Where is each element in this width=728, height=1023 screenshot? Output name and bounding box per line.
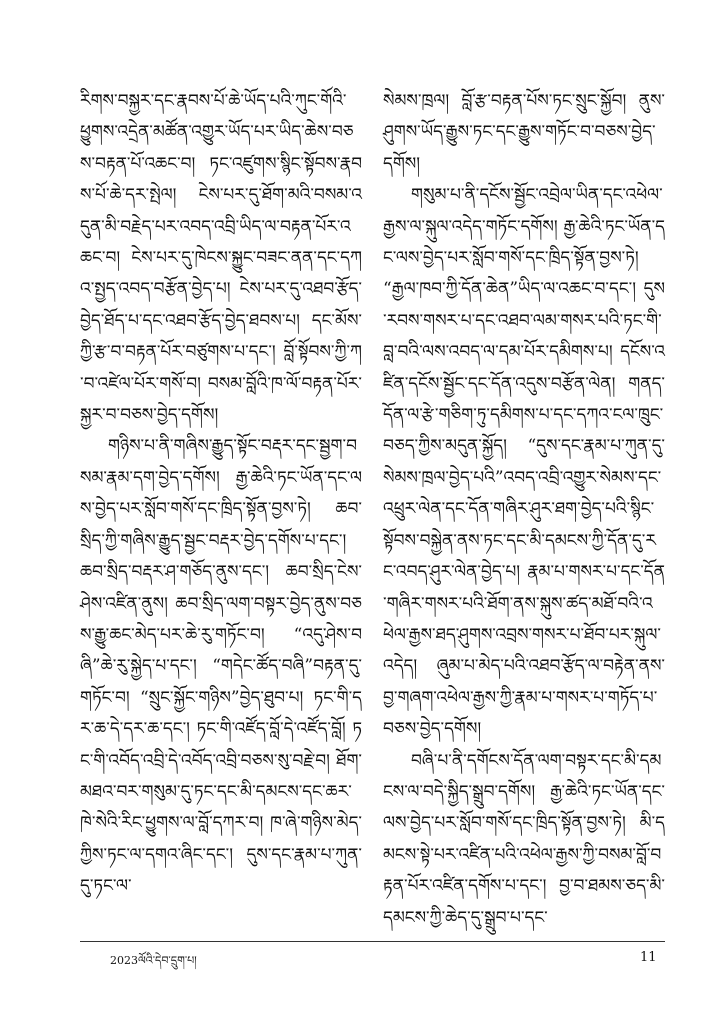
left-column: [80, 86, 362, 903]
footer-divider: [80, 941, 665, 942]
page-number: 11: [640, 950, 657, 965]
right-column: [383, 86, 665, 934]
issue-label: 2023ལོའི་དེབ་དྲུག་པ།: [110, 954, 197, 967]
paragraph: གསུམ་པ་ནི་དངོས་སྦྱོང་འབྲེལ་ཡིན་དང་འཕེལ་རྒྱས་ལ་སྐུལ་འདེད་གཏོང་དགོས། རྒྱ་ཆེའི་ཏང་ཡོན་དང་ལས་བྱེད་པར་སློབ་གསོ་དང་ཁྲིད་སྟོན་བྱས་ཏེ། “རྒྱལ་ཁབ་ཀྱི་དོན་ཆེན”ཡིད་ལ་འཆང་བ་དང་། དུས་རབས་གསར་པ་དང་འཐབ་ལམ་གསར་པའི་ཏང་གི་བླ་བའི་ལས་འབད་ལ་དམ་པོར་དམིགས་པ། དངོས་འཛིན་དངོས་སྦྱོང་དང་དོན་འདུས་བརྩོན་ལེན། གནད་དོན་ལ་རྩེ་གཅིག་ཏུ་དམིགས་པ་དང་དཀའ་ངལ་ཁྲུང་བཅད་ཀྱིས་མདུན་སྐྱོད། “དུས་དང་རྣམ་པ་ཀུན་དུ་སེམས་ཁྲལ་བྱེད་པའི”འབད་འབྲི་འགྱུར་སེམས་དང་འཕྲུར་ལེན་དང་དོན་གཞིར་ཤུར་ཐག་བྱེད་པའི་སྙིང་སྟོབས་བསྐྱེན་ནས་ཏང་དང་མི་དམངས་ཀྱི་དོན་དུ་རང་འབད་ཤུར་ལེན་བྱེད་པ། རྣམ་པ་གསར་པ་དང་དོན་གཞིར་གསར་པའི་ཐོག་ནས་སྐུས་ཚད་མཐོ་བའི་འཕེལ་རྒྱས་ཐད་ཤུགས་འབྲས་གསར་པ་ཐོབ་པར་སྐུལ་འདེད། ཞུམ་པ་མེད་པའི་འཐབ་རྩོད་ལ་བརྟེན་ནས་བྱ་གཞག་འཕེལ་རྒྱས་ཀྱི་རྣམ་པ་གསར་པ་གཏོད་པ་བཅས་བྱེད་དགོས།: [383, 185, 665, 740]
paragraph: སེམས་ཁྲལ། བློ་རྩ་བརྟན་པོས་ཏང་སྲུང་སྐྱོབ། ནུས་ཤུགས་ཡོད་རྒྱུས་ཏང་དང་རྒྱུས་གཏོང་བ་བཅས་བྱེད་དགོས།: [383, 91, 665, 174]
paragraph: བཞི་པ་ནི་དགོངས་དོན་ལག་བསྟར་དང་མི་དམངས་ལ་བདེ་སྐྱིད་སྒྲུབ་དགོས། རྒྱ་ཆེའི་ཏང་ཡོན་དང་ལས་བྱེད་པར་སློབ་གསོ་དང་ཁྲིད་སྟོན་བྱས་ཏེ། མི་དམངས་སྟེ་པར་འཛིན་པའི་འཕེལ་རྒྱས་ཀྱི་བསམ་བློ་བརྟན་པོར་འཛིན་དགོས་པ་དང་། བྱ་བ་ཐམས་ཅད་མི་དམངས་ཀྱི་ཆེད་དུ་སྒྲུབ་པ་དང་: [383, 750, 665, 928]
paragraph: གཉིས་པ་ནི་གཞིས་རྒྱུད་སྟོང་བརྡར་དང་སྦྱག་བསམ་རྣམ་དག་བྱེད་དགོས། རྒྱ་ཆེའི་ཏང་ཡོན་དང་ལས་བྱེད་པར་སློབ་གསོ་དང་ཁྲིད་སྟོན་བྱས་ཏེ། ཆབ་སྲིད་ཀྱི་གཞིས་རྒྱུད་སྦྱང་བརྡར་བྱེད་དགོས་པ་དང་། ཆབ་སྲིད་བརྡར་ཤ་གཅོད་ནུས་དང་། ཆབ་སྲིད་ངེས་ཤེས་འཛིན་ནུས། ཆབ་སྲིད་ལག་བསྟར་བྱེད་ནུས་བཅས་རྒྱུ་ཆང་མེད་པར་ཆེ་རུ་གཏོང་བ། “འདུ་ཤེས་བཞི”ཆེ་རུ་སྐྱེད་པ་དང་། “གདེང་ཚོད་བཞི”བརྟན་དུ་གཏོང་བ། “སྲུང་སྐྱོང་གཉིས”བྱེད་ཐུབ་པ། ཏང་གི་དར་ཆ་དེ་དར་ཆ་དང་། ཏང་གི་འཛོད་བློ་དེ་འཛོད་བློ། ཏང་གི་འབོད་འབྲི་དེ་འབོད་འབྲི་བཅས་སུ་བརྗེ་བ། ཐོག་མཐའ་བར་གསུམ་དུ་ཏང་དང་མི་དམངས་དང་ཆར་ཁེ་སེའི་རིང་ཕྱུགས་ལ་བློ་དཀར་བ། ཁ་ཞེ་གཉིས་མེད་ཀྱིས་ཏང་ལ་དགའ་ཞིང་དང་། དུས་དང་རྣམ་པ་ཀུན་དུ་ཏང་ལ་: [80, 436, 362, 897]
paragraph: རིགས་བསྐྱར་དང་རྣབས་པོ་ཆེ་ཡོད་པའི་ཀུང་གོའི་ཕྱུགས་འདྲེན་མཚོན་འགྱུར་ཡོད་པར་ཡིད་ཆེས་བཅས་བརྟན་པོ་འཆང་བ། ཏང་འཛུགས་སྙིང་སྟོབས་རྣབས་པོ་ཆེ་དར་སྤེལ། ངེས་པར་དུ་ཐོག་མའི་བསམ་འདུན་མི་བརྗེད་པར་འབད་འབྲི་ཡིད་ལ་བརྟན་པོར་འཆང་བ། ངེས་པར་དུ་ཁེངས་སྐྱུང་བཟང་ནན་དང་དཀའ་སྤྱད་འབད་བརྩོན་བྱེད་པ། ངེས་པར་དུ་འཐབ་རྩོད་བྱེད་ཐོད་པ་དང་འཐབ་རྩོད་བྱེད་ཐབས་པ། དང་མོས་ཀྱི་རྩ་བ་བརྟན་པོར་བཙུགས་པ་དང་། བློ་སྟོབས་ཀྱི་ཀ་བ་འཛེལ་པོར་གསོ་བ། བསམ་བློའི་ཁ་ལོ་བརྟན་པོར་སྐྱར་བ་བཅས་བྱེད་དགོས།: [80, 91, 362, 426]
